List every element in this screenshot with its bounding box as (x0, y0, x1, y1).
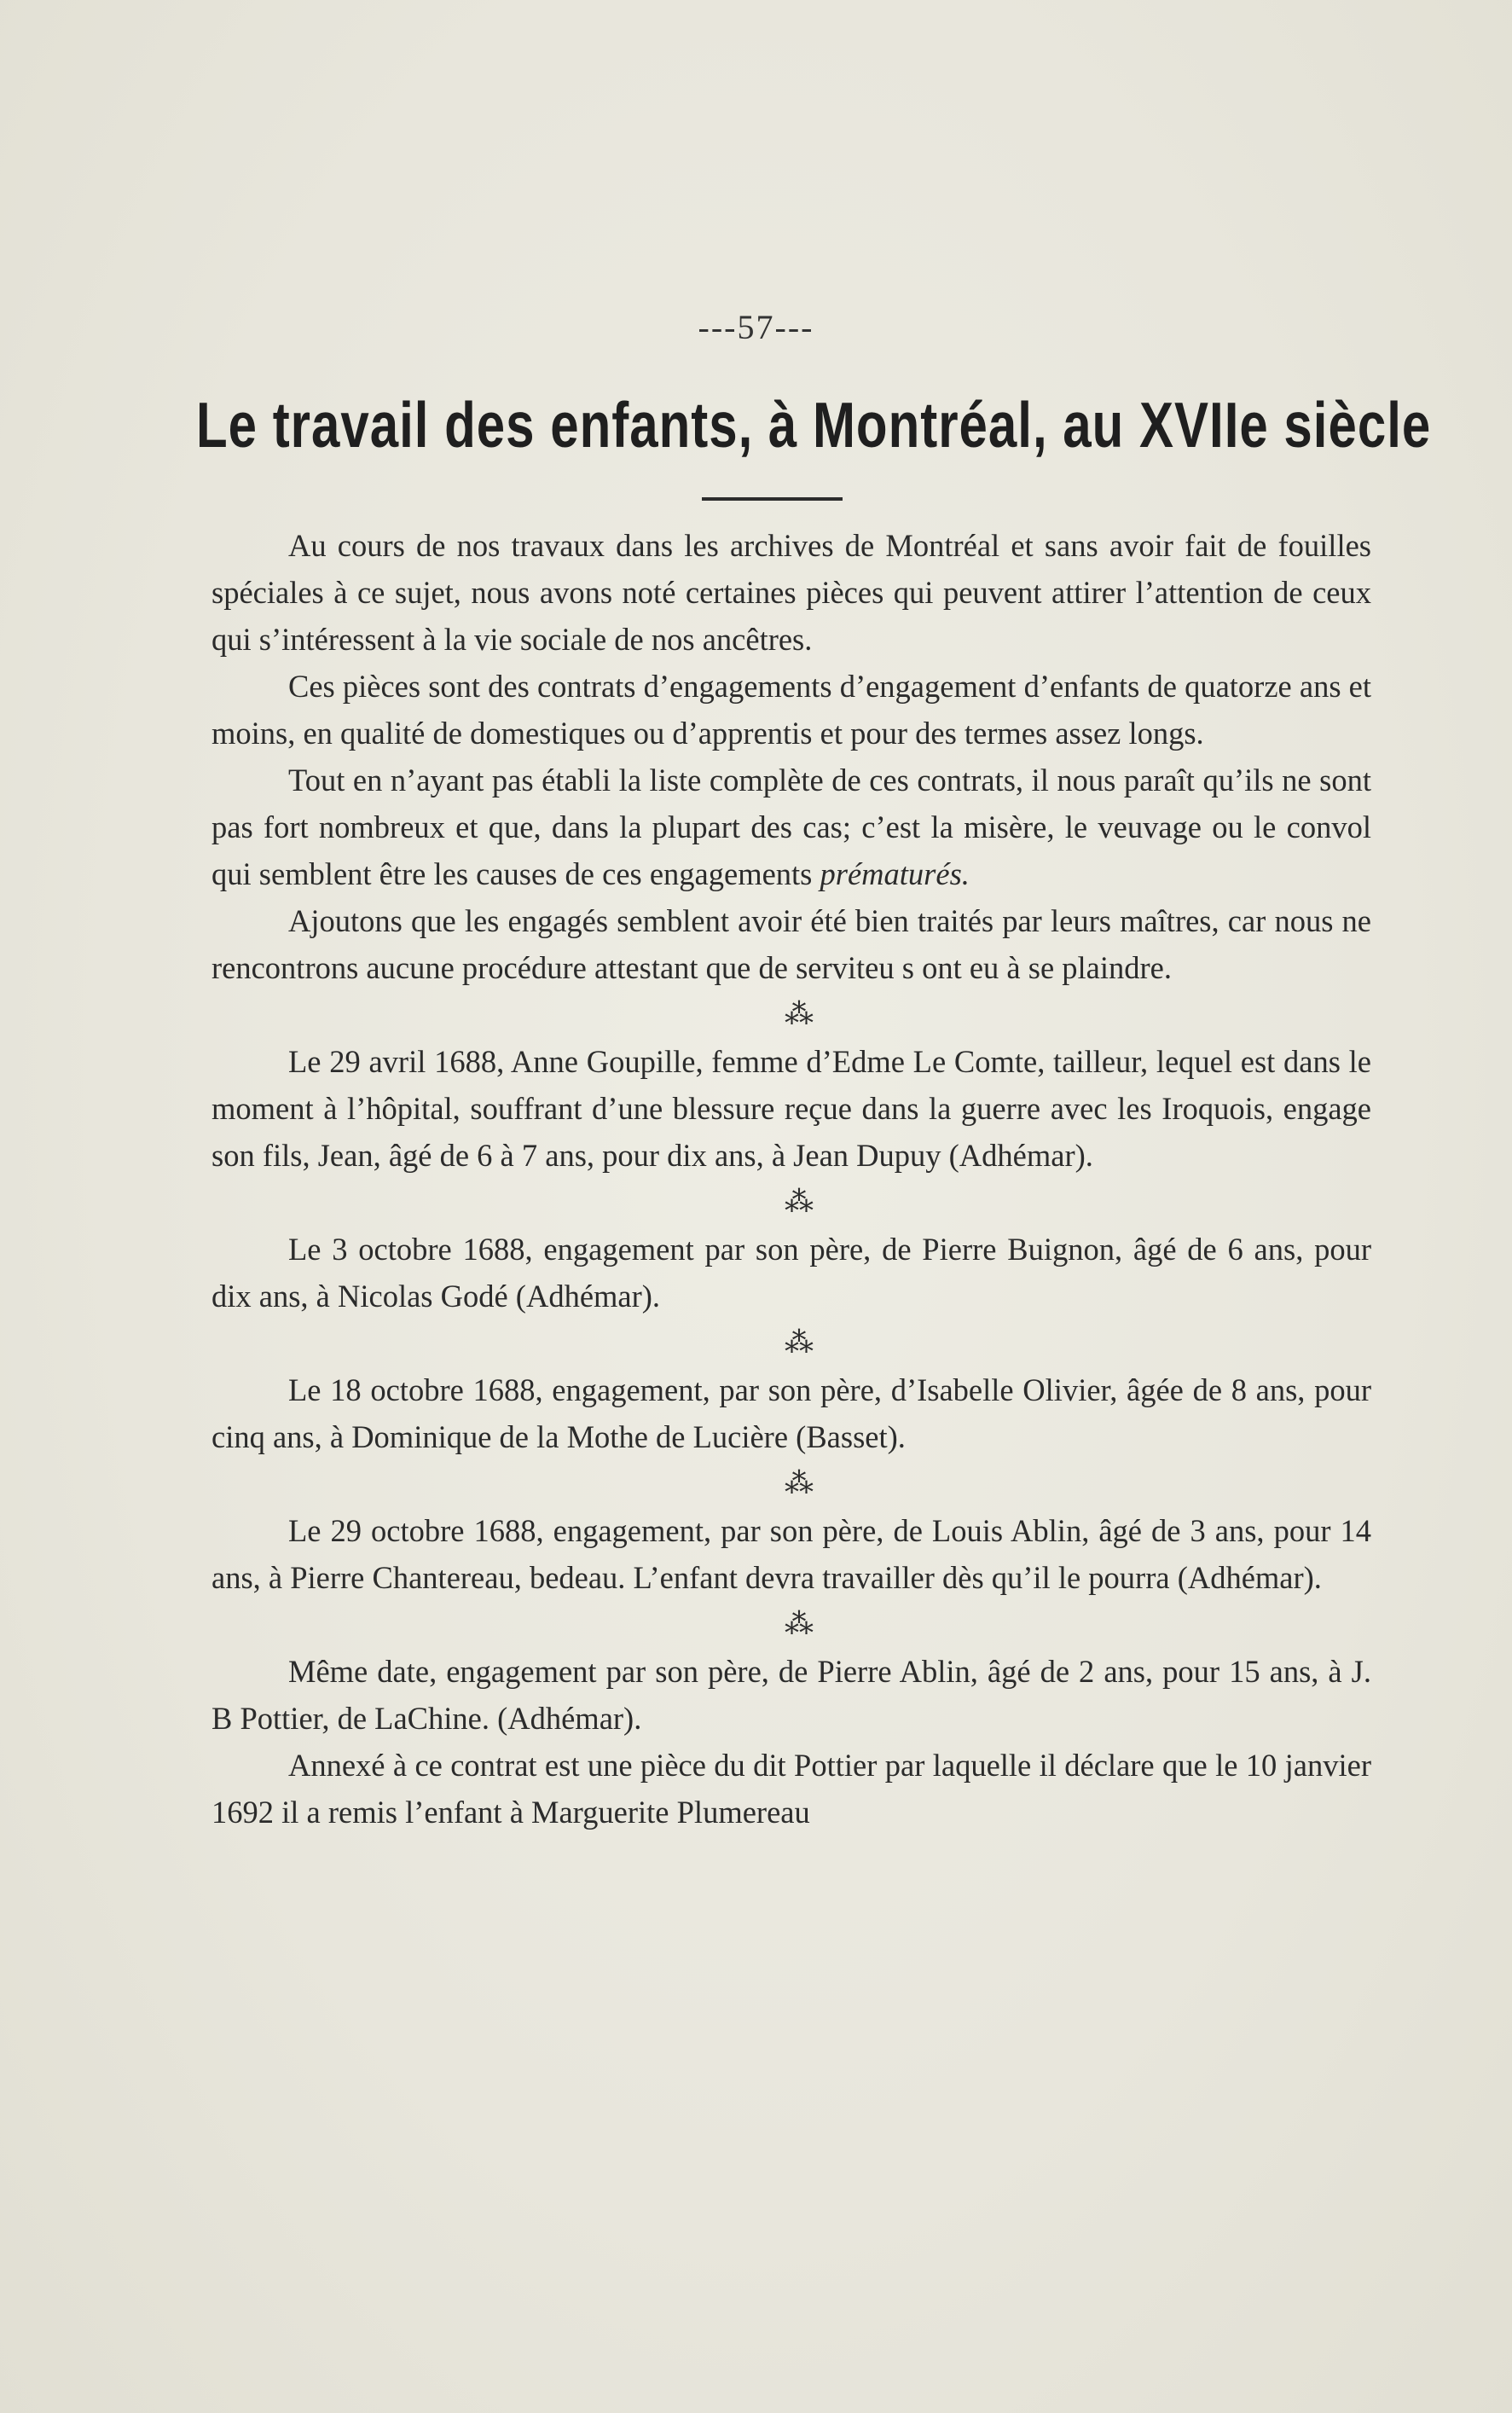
paragraph-intro: Au cours de nos travaux dans les archives de Montréal et sans avoir fait de fouilles spéciales à ce sujet, nous avons noté certaines pièces qui peuvent attirer l’attention de ceux qui s’intéressent à la vie sociale de nos ancêtres. (211, 528, 1371, 657)
asterism-separator: ⁂ (785, 1327, 815, 1359)
italic-word: prématurés. (820, 856, 970, 891)
entry-pierre-ablin: Même date, engagement par son père, de Pierre Ablin, âgé de 2 ans, pour 15 ans, à J. B Pottier, de LaChine. (Adhémar). (211, 1654, 1371, 1736)
entry-buignon: Le 3 octobre 1688, engagement par son père, de Pierre Buignon, âgé de 6 ans, pour dix ans, à Nicolas Godé (Adhémar). (211, 1232, 1371, 1314)
entry-annex: Annexé à ce contrat est une pièce du dit Pottier par laquelle il déclare que le 10 janvier 1692 il a remis l’enfant à Marguerite Plumereau (211, 1748, 1371, 1830)
paragraph-contracts: Ces pièces sont des contrats d’engagements d’engagement d’enfants de quatorze ans et moins, en qualité de domestiques ou d’apprentis et pour des termes assez longs. (211, 669, 1371, 751)
asterism-separator: ⁂ (785, 1186, 815, 1218)
page-number: ---57--- (698, 308, 814, 346)
entry-goupille: Le 29 avril 1688, Anne Goupille, femme d’Edme Le Comte, tailleur, lequel est dans le moment à l’hôpital, souffrant d’une blessure reçue dans la guerre avec les Iroquois, engage son fils, Jean, âgé de 6 à 7 ans, pour dix ans, à Jean Dupuy (Adhémar). (211, 1044, 1371, 1173)
paragraph-causes (211, 757, 1371, 897)
asterism-separator: ⁂ (785, 999, 815, 1030)
page-title: Le travail des enfants, à Montréal, au XVIIe siècle (196, 389, 1432, 461)
paragraph-treatment: Ajoutons que les engagés semblent avoir été bien traités par leurs maîtres, car nous ne rencontrons aucune procédure attestant que de serviteu s ont eu à se plaindre. (211, 903, 1371, 985)
asterism-separator: ⁂ (785, 1468, 815, 1499)
article-body (211, 522, 1371, 1836)
title-rule (702, 497, 843, 501)
asterism-separator: ⁂ (785, 1609, 815, 1640)
entry-louis-ablin: Le 29 octobre 1688, engagement, par son père, de Louis Ablin, âgé de 3 ans, pour 14 ans, à Pierre Chantereau, bedeau. L’enfant devra travailler dès qu’il le pourra (Adhémar). (211, 1513, 1371, 1595)
paragraph-causes-text: Tout en n’ayant pas établi la liste complète de ces contrats, il nous paraît qu’ils ne sont pas fort nombreux et que, dans la plupart des cas; c’est la misère, le veuvage ou le convol qui semblent être les causes de ces engagements (211, 763, 1371, 891)
entry-olivier: Le 18 octobre 1688, engagement, par son père, d’Isabelle Olivier, âgée de 8 ans, pour cinq ans, à Dominique de la Mothe de Lucière (Basset). (211, 1372, 1371, 1454)
